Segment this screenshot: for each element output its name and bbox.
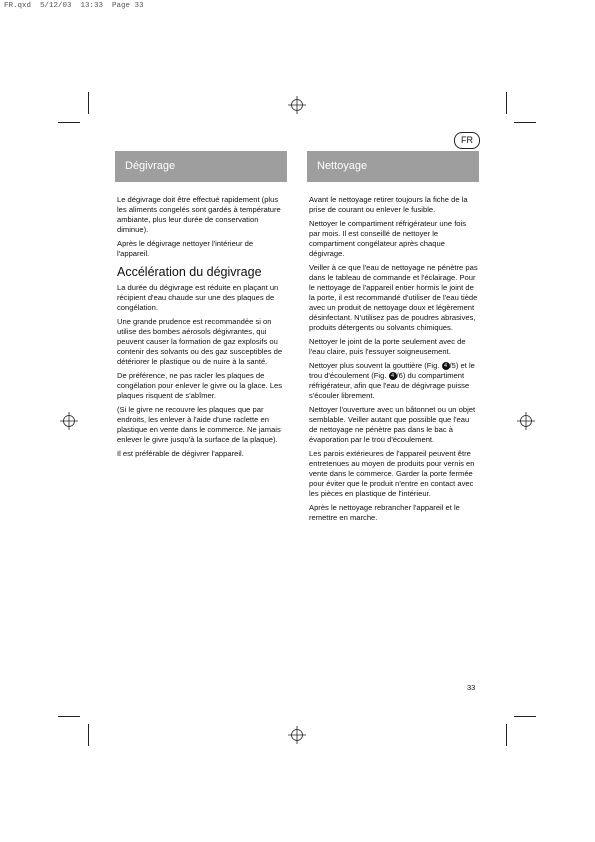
crop-mark-bottom-left-v [88, 724, 89, 746]
cleaning-column [309, 195, 478, 527]
defrost-header-label: Dégivrage [125, 160, 176, 172]
registration-mark-right-icon [517, 412, 535, 430]
figure-number-icon: 4 [442, 362, 450, 370]
page-number: 33 [467, 683, 476, 692]
defrost-header [115, 151, 287, 182]
cleaning-text: Nettoyer plus souvent la gouttière (Fig. [309, 361, 442, 370]
defrost-column [117, 195, 287, 463]
defrost-paragraph: De préférence, ne pas racler les plaques de congélation pour enlever le givre ou la glace. Les plaques risquent de s'abîmer. [117, 371, 283, 400]
defrost-paragraph: Le dégivrage doit être effectué rapidement (plus les aliments congelés sont gardés à température ambiante, plus leur durée de conservation diminue). [117, 195, 281, 234]
crop-mark-bottom-right-v [506, 724, 507, 746]
defrost-paragraph: Une grande prudence est recommandée si on utilise des bombes aérosols dégivrantes, qui peuvent causer la formation de gaz explosifs ou contenir des solvants ou des gaz susceptibles de détériorer le plastique ou de nuire à la santé. [117, 317, 283, 366]
defrost-paragraph: Il est préférable de dégivrer l'appareil. [117, 449, 244, 458]
cleaning-paragraph: Après le nettoyage rebrancher l'appareil et le remettre en marche. [309, 503, 460, 522]
print-slug: FR.qxd 5/12/03 13:33 Page 33 [4, 2, 144, 10]
cleaning-text: /6) du compartiment réfrigérateur, afin que l'eau de dégivrage puisse s'écouler librement. [309, 371, 470, 400]
cleaning-header-label: Nettoyage [317, 160, 368, 172]
cleaning-paragraph: Nettoyer le joint de la porte seulement avec de l'eau claire, puis l'essuyer soigneusement. [309, 337, 466, 356]
crop-mark-top-right-v [506, 92, 507, 114]
crop-mark-top-right-h [514, 122, 536, 123]
registration-mark-bottom-icon [288, 726, 306, 744]
cleaning-paragraph: Nettoyer le compartiment réfrigérateur une fois par mois. Il est conseillé de nettoyer le compartiment congélateur après chaque dégivrage. [309, 219, 467, 258]
cleaning-paragraph [309, 361, 478, 401]
crop-mark-top-left-h [58, 122, 80, 123]
defrost-paragraph: La durée du dégivrage est réduite en plaçant un récipient d'eau chaude sur une des plaques de congélation. [117, 283, 279, 312]
cleaning-paragraph: Nettoyer l'ouverture avec un bâtonnet ou un objet semblable. Veiller autant que possible que l'eau de nettoyage ne pénètre pas dans le bac à évaporation par le trou d'écoulement. [309, 405, 476, 444]
cleaning-paragraph: Veiller à ce que l'eau de nettoyage ne pénètre pas dans le tableau de commande et l'éclairage. Pour le nettoyage de l'appareil entier hormis le joint de la porte, il est recommandé d'utiliser de l'eau tiède avec un produit de nettoyage doux et légèrement désinfectant. N'utilisez pas de poudres abrasives, produits détergents ou solvants chimiques. [309, 263, 478, 332]
language-badge: FR [454, 132, 480, 149]
cleaning-paragraph: Les parois extérieures de l'appareil peuvent être entretenues au moyen de produits pour vernis en vente dans le commerce. Garder la porte fermée pour éviter que le produit n'entre en contact avec les pièces en plastique de l'intérieur. [309, 449, 475, 498]
crop-mark-bottom-left-h [58, 716, 80, 717]
cleaning-header [307, 151, 479, 182]
figure-number-icon: 4 [389, 372, 397, 380]
crop-mark-bottom-right-h [514, 716, 536, 717]
registration-mark-left-icon [60, 412, 78, 430]
cleaning-paragraph: Avant le nettoyage retirer toujours la fiche de la prise de courant ou enlever le fusible. [309, 195, 468, 214]
defrost-paragraph: (Si le givre ne recouvre les plaques que par endroits, les enlever à l'aide d'une raclette en plastique en vente dans le commerce. Ne jamais enlever le givre jusqu'à la surface de la plaque). [117, 405, 281, 444]
accelerate-defrost-heading: Accélération du dégivrage [117, 265, 262, 279]
cleaning-text: /5) et le trou d'écoulement (Fig. [309, 361, 475, 380]
defrost-paragraph: Après le dégivrage nettoyer l'intérieur de l'appareil. [117, 239, 254, 258]
crop-mark-top-left-v [88, 92, 89, 114]
registration-mark-top-icon [288, 96, 306, 114]
